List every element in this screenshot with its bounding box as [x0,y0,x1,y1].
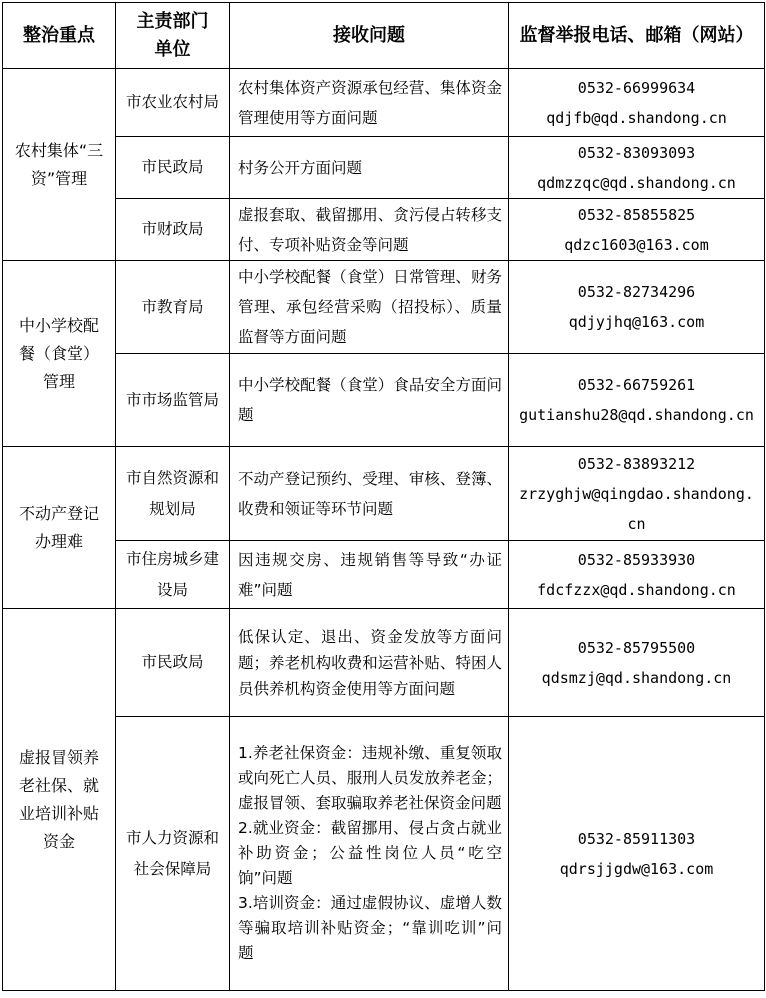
email-text: qdmzzqc@qd.shandong.cn [537,173,736,192]
supervision-table [2,2,765,991]
dept-cell: 市民政局 [116,137,230,199]
table-row [3,137,765,199]
dept-cell: 市住房城乡建设局 [116,541,230,609]
issue-text: 2.就业资金：截留挪用、侵占贪占就业补助资金；公益性岗位人员“吃空饷”问题 [238,819,502,887]
issue-cell [230,137,509,199]
issue-text: 中小学校配餐（食堂）日常管理、财务管理、承包经营采购（招投标）、质量监督等方面问题 [238,268,502,346]
email-text: qdrsjjgdw@163.com [559,859,714,878]
table-row [3,609,765,717]
phone-text: 0532-83093093 [577,143,696,162]
contact-cell [509,541,765,609]
issue-cell [230,261,509,354]
contact-cell [509,69,765,137]
phone-text: 0532-85795500 [577,638,696,657]
email-text: qdsmzj@qd.shandong.cn [541,668,732,687]
table-row [3,261,765,354]
phone-text: 0532-85855825 [577,205,696,224]
email-text: gutianshu28@qd.shandong.cn [519,406,754,424]
focus-cell: 不动产登记办理难 [3,447,116,609]
focus-cell: 农村集体“三资”管理 [3,69,116,261]
contact-cell [509,261,765,354]
issue-cell [230,69,509,137]
dept-cell: 市农业农村局 [116,69,230,137]
table-row [3,199,765,261]
issue-cell [230,199,509,261]
dept-cell: 市市场监管局 [116,354,230,447]
dept-cell: 市财政局 [116,199,230,261]
phone-text: 0532-83893212 [577,454,696,473]
table-row [3,717,765,991]
header-contact: 监督举报电话、邮箱（网站） [509,3,765,69]
email-text: qdjfb@qd.shandong.cn [546,108,727,127]
issue-cell [230,541,509,609]
issue-text: 3.培训资金：通过虚假协议、虚增人数等骗取培训补贴资金；“靠训吃训”问题 [238,894,502,962]
issue-text: 农村集体资产资源承包经营、集体资金管理使用等方面问题 [238,78,502,127]
contact-cell [509,199,765,261]
header-dept: 主责部门单位 [116,3,230,69]
email-text: qdzc1603@163.com [564,235,709,254]
dept-cell: 市自然资源和规划局 [116,447,230,541]
issue-text: 因违规交房、违规销售等导致“办证难”问题 [238,550,502,599]
table-row [3,541,765,609]
issue-text: 不动产登记预约、受理、审核、登簿、收费和领证等环节问题 [238,469,502,518]
phone-text: 0532-85911303 [577,829,696,848]
issue-text: 村务公开方面问题 [238,158,363,177]
contact-cell [509,609,765,717]
phone-text: 0532-82734296 [577,283,696,301]
contact-cell [509,137,765,199]
contact-cell [509,717,765,991]
phone-text: 0532-85933930 [577,550,696,569]
header-issues: 接收问题 [230,3,509,69]
header-focus: 整治重点 [3,3,116,69]
focus-cell: 中小学校配餐（食堂）管理 [3,261,116,447]
issue-text: 低保认定、退出、资金发放等方面问题；养老机构收费和运营补贴、特困人员供养机构资金使用等方面问题 [238,627,502,698]
table-row [3,69,765,137]
issue-text: 虚报套取、截留挪用、贪污侵占转移支付、专项补贴资金等问题 [238,205,502,254]
phone-text: 0532-66999634 [577,78,696,97]
contact-cell [509,447,765,541]
email-text: zrzyghjw@qingdao.shandong.cn [519,484,754,533]
email-text: qdjyjhq@163.com [568,313,705,331]
focus-cell: 虚报冒领养老社保、就业培训补贴资金 [3,609,116,991]
issue-cell [230,609,509,717]
contact-cell [509,354,765,447]
issue-text: 中小学校配餐（食堂）食品安全方面问题 [238,376,502,424]
issue-cell [230,354,509,447]
header-row [3,3,765,69]
issue-text: 1.养老社保资金：违规补缴、重复领取或向死亡人员、服刑人员发放养老金；虚报冒领、套取骗取养老社保资金问题 [238,744,502,812]
phone-text: 0532-66759261 [577,376,696,394]
issue-cell [230,717,509,991]
email-text: fdcfzzx@qd.shandong.cn [537,580,736,599]
dept-cell: 市民政局 [116,609,230,717]
dept-cell: 市教育局 [116,261,230,354]
dept-cell: 市人力资源和社会保障局 [116,717,230,991]
table-row [3,447,765,541]
table-row [3,354,765,447]
issue-cell [230,447,509,541]
